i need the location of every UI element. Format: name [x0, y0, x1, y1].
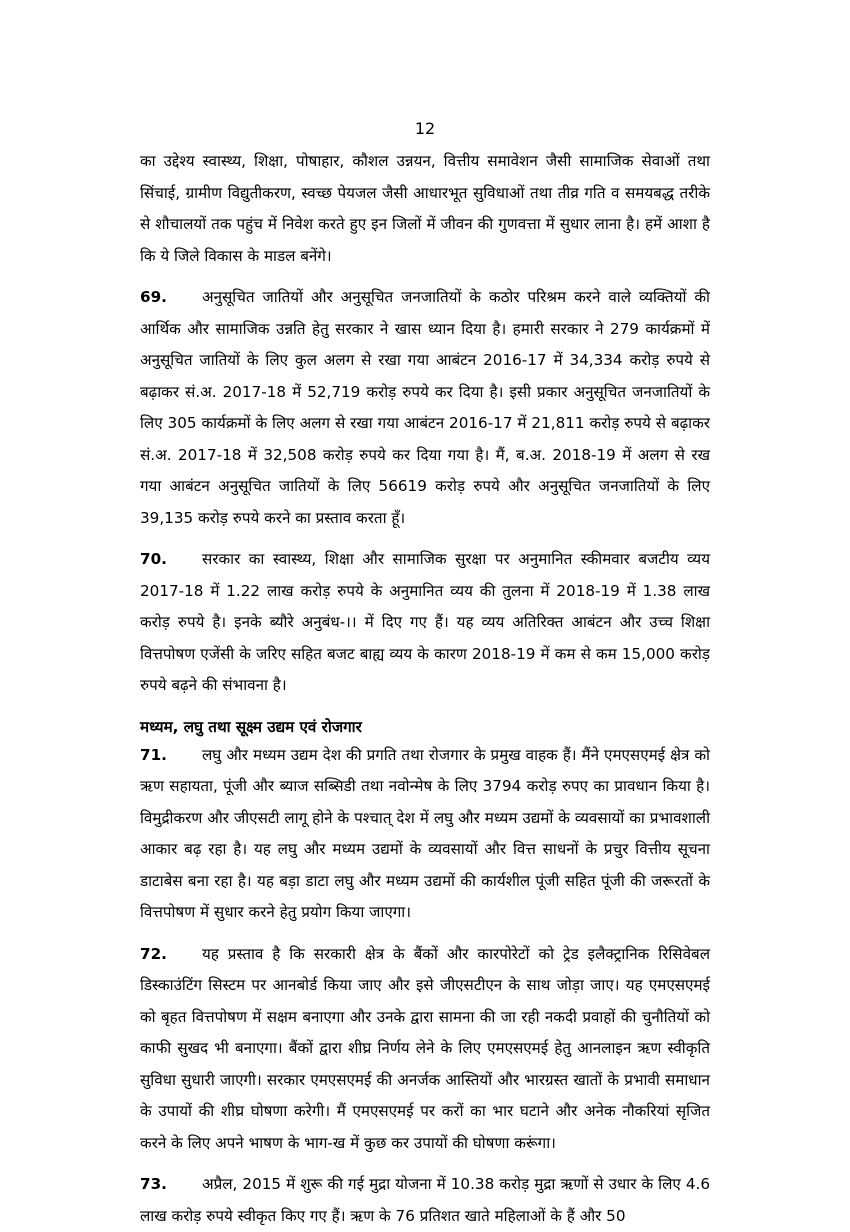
paragraph-number: 70.	[140, 550, 167, 568]
paragraph-text: यह प्रस्ताव है कि सरकारी क्षेत्र के बैंकों और कारपोरेटों को ट्रेड इलैक्ट्रानिक रिसिवेबल डिस्काउंटिंग सिस्टम पर आनबोर्ड किया जाए और इसे जीएसटीएन के साथ जोड़ा जाए। यह एमएसएमई को बृहत वित्तपोषण में सक्षम बनाएगा और उनके द्वारा सामना की जा रही नकदी प्रवाहों की चुनौतियों को काफी सुखद भी बनाएगा। बैंकों द्वारा शीघ्र निर्णय लेने के लिए एमएसएमई हेतु आनलाइन ऋण स्वीकृति सुविधा सुधारी जाएगी। सरकार एमएसएमई की अनर्जक आस्तियों और भारग्रस्त खातों के प्रभावी समाधान के उपायों की शीघ्र घोषणा करेगी। मैं एमएसएमई पर करों का भार घटाने और अनेक नौकरियां सृजित करने के लिए अपने भाषण के भाग-ख में कुछ कर उपायों की घोषणा करूंगा।	[140, 944, 710, 1152]
paragraph-73	[140, 1169, 710, 1232]
paragraph-69	[140, 282, 710, 534]
paragraph-number: 71.	[140, 745, 167, 764]
paragraph-number: 73.	[140, 1175, 167, 1193]
paragraph-71	[140, 740, 710, 929]
paragraph-number: 69.	[140, 288, 167, 306]
paragraph-text: लघु और मध्यम उद्यम देश की प्रगति तथा रोजगार के प्रमुख वाहक हैं। मैंने एमएसएमई क्षेत्र को ऋण सहायता, पूंजी और ब्याज सब्सिडी तथा नवोन्मेष के लिए 3794 करोड़ रुपए का प्रावधान किया है। विमुद्रीकरण और जीएसटी लागू होने के पश्चात् देश में लघु और मध्यम उद्यमों के व्यवसायों का प्रभावशाली आकार बढ़ रहा है। यह लघु और मध्यम उद्यमों के व्यवसायों और वित्त साधनों के प्रचुर वित्तीय सूचना डाटाबेस बना रहा है। यह बड़ा डाटा लघु और मध्यम उद्यमों की कार्यशील पूंजी सहित पूंजी की जरूरतों के वित्तपोषण में सुधार करने हेतु प्रयोग किया जाएगा।	[140, 745, 710, 921]
paragraph-70	[140, 544, 710, 702]
page-number: 12	[414, 119, 436, 138]
paragraph-72	[140, 939, 710, 1160]
paragraph-text: अप्रैल, 2015 में शुरू की गई मुद्रा योजना में 10.38 करोड़ मुद्रा ऋणों से उधार के लिए 4.6 लाख करोड़ रुपये स्वीकृत किए गए हैं। ऋण के 76 प्रतिशत खाते महिलाओं के हैं और 50	[140, 1175, 710, 1225]
intro-paragraph: का उद्देश्य स्वास्थ्य, शिक्षा, पोषाहार, कौशल उन्नयन, वित्तीय समावेशन जैसी सामाजिक सेवाओं तथा सिंचाई, ग्रामीण विद्युतीकरण, स्वच्छ पेयजल जैसी आधारभूत सुविधाओं तथा तीव्र गति व समयबद्ध तरीके से शौचालयों तक पहुंच में निवेश करते हुए इन जिलों में जीवन की गुणवत्ता में सुधार लाना है। हमें आशा है कि ये जिले विकास के माडल बनेंगे।	[140, 152, 710, 265]
paragraph-number: 72.	[140, 944, 167, 963]
paragraph-text: अनुसूचित जातियों और अनुसूचित जनजातियों के कठोर परिश्रम करने वाले व्यक्तियों की आर्थिक और सामाजिक उन्नति हेतु सरकार ने खास ध्यान दिया है। हमारी सरकार ने 279 कार्यक्रमों में अनुसूचित जातियों के लिए कुल अलग से रखा गया आबंटन 2016-17 में 34,334 करोड़ रुपये से बढ़ाकर सं.अ. 2017-18 में 52,719 करोड़ रुपये कर दिया है। इसी प्रकार अनुसूचित जनजातियों के लिए 305 कार्यक्रमों के लिए अलग से रखा गया आबंटन 2016-17 में 21,811 करोड़ रुपये से बढ़ाकर सं.अ. 2017-18 में 32,508 करोड़ रुपये कर दिया गया है। मैं, ब.अ. 2018-19 में अलग से रख गया आबंटन अनुसूचित जातियों के लिए 56619 करोड़ रुपये और अनुसूचित जनजातियों के लिए 39,135 करोड़ रुपये करने का प्रस्ताव करता हूँ।	[140, 288, 710, 527]
section-heading: मध्यम, लघु तथा सूक्ष्म उद्यम एवं रोजगार	[140, 717, 362, 736]
paragraph-text: सरकार का स्वास्थ्य, शिक्षा और सामाजिक सुरक्षा पर अनुमानित स्कीमवार बजटीय व्यय 2017-18 में 1.22 लाख करोड़ रुपये के अनुमानित व्यय की तुलना में 2018-19 में 1.38 लाख करोड़ रुपये है। इनके ब्यौरे अनुबंध-।। में दिए गए हैं। यह व्यय अतिरिक्त आबंटन और उच्च शिक्षा वित्तपोषण एजेंसी के जरिए सहित बजट बाह्य व्यय के कारण 2018-19 में कम से कम 15,000 करोड़ रुपये बढ़ने की संभावना है।	[140, 550, 710, 694]
